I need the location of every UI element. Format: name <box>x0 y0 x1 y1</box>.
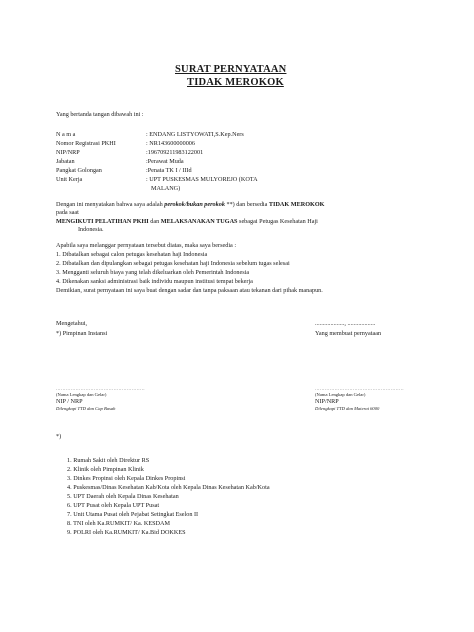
field-label-pangkat: Pangkat Golongan <box>56 167 102 174</box>
official-item: 9. POLRI oleh Ka.RUMKIT/ Ka.Bid DOKKES <box>67 529 186 536</box>
sig-right-line: ...................................................... <box>315 386 405 391</box>
field-label-unit: Unit Kerja <box>56 176 83 183</box>
field-label-registrasi: Nomor Registrasi PKHI <box>56 140 116 147</box>
statement-text: dan <box>148 218 161 225</box>
statement-text: Dengan ini menyatakan bahwa saya adalah <box>56 201 165 208</box>
closing-text: Demikian, surat pernyataan ini saya buat dengan sadar dan tanpa paksaan atau tekanan dari pihak manapun. <box>56 287 323 294</box>
statement-line4: Indonesia. <box>78 226 104 233</box>
intro-text: Yang bertanda tangan dibawah ini : <box>56 111 144 118</box>
sig-left-note: Dilengkapi TTD dan Cap Basah <box>56 406 116 411</box>
sanction-item: 2. Dibatalkan dan dipulangkan sebagai petugas kesehatan haji Indonesia sebelum tugas selesai <box>56 260 290 267</box>
statement-line3 <box>56 218 318 226</box>
statement-training: MENGIKUTI PELATIHAN PKHI <box>56 218 149 225</box>
statement-line2: pada saat <box>56 209 79 216</box>
violation-intro: Apabila saya melanggar pernyataan tersebut diatas, maka saya bersedia : <box>56 242 237 249</box>
official-item: 3. Dinkes Propinsi oleh Kepala Dinkes Propinsi <box>67 475 186 482</box>
statement-no-smoking: TIDAK MEROKOK <box>268 201 325 208</box>
sig-left-heading: Mengetahui, <box>56 320 88 327</box>
official-item: 1. Rumah Sakit oleh Direktur RS <box>67 457 150 464</box>
field-value-unit-cont: MALANG) <box>151 185 181 192</box>
sig-right-title: Yang membuat pernyataan <box>315 330 382 337</box>
official-item: 4. Puskesmas/Dinas Kesehatan Kab/Kota oleh Kepala Dinas Kesehatan Kab/Kota <box>67 484 270 491</box>
field-value-registrasi: : NR143600000006 <box>146 140 195 147</box>
sig-right-name: (Nama Lengkap dan Gelar) <box>315 392 366 397</box>
field-value-pangkat: :Penata TK I / IIId <box>146 167 192 174</box>
sanction-item: 3. Mengganti seluruh biaya yang telah dikeluarkan oleh Pemerintah Indonesia <box>56 269 250 276</box>
sig-left-title: *) Pimpinan Instansi <box>56 330 108 337</box>
sanction-item: 1. Dibatalkan sebagai calon petugas kesehatan haji Indonesia <box>56 251 208 258</box>
field-label-nama: N a m a <box>56 131 76 138</box>
sig-left-nip: NIP / NRP <box>56 398 83 405</box>
doc-title-line2: TIDAK MEROKOK <box>187 77 284 88</box>
doc-title-line1: SURAT PERNYATAAN <box>175 64 287 75</box>
field-label-jabatan: Jabatan <box>56 158 75 165</box>
statement-text: **) dan bersedia <box>224 201 269 208</box>
official-item: 5. UPT Daerah oleh Kepala Dinas Kesehatan <box>67 493 179 500</box>
field-value-nama: : ENDANG LISTYOWATI,S.Kep.Ners <box>146 131 244 138</box>
official-item: 8. TNI oleh Ka.RUMKIT/ Ka. KESDAM <box>67 520 170 527</box>
statement-smoker-status: perokok/bukan perokok <box>164 201 225 208</box>
sig-right-nip: NIP/NRP <box>315 398 339 405</box>
sig-right-dateline: ..................., .................. <box>315 320 376 327</box>
official-item: 6. UPT Pusat oleh Kepala UPT Pusat <box>67 502 160 509</box>
sanction-item: 4. Dikenakan sanksi administrasi baik individu maupun institusi tempat bekerja <box>56 278 253 285</box>
statement-line1 <box>56 201 324 209</box>
statement-text: sebagai Petugas Kesehatan Haji <box>237 218 318 225</box>
footnote-marker: *) <box>56 433 62 440</box>
field-value-unit: : UPT PUSKESMAS MULYOREJO (KOTA <box>146 176 258 183</box>
field-value-nip: :196709211983122001 <box>146 149 204 156</box>
sig-right-note: Dilengkapi TTD dan Materai 6000 <box>315 406 380 411</box>
field-value-jabatan: :Perawat Muda <box>146 158 184 165</box>
official-item: 7. Unit Utama Pusat oleh Pejabat Setingkat Eselon II <box>67 511 199 518</box>
sig-left-line: ...................................................... <box>56 386 146 391</box>
official-item: 2. Klinik oleh Pimpinan Klinik <box>67 466 144 473</box>
sig-left-name: (Nama Lengkap dan Gelar) <box>56 392 107 397</box>
field-label-nip: NIP/NRP <box>56 149 80 156</box>
statement-duty: MELAKSANAKAN TUGAS <box>160 218 238 225</box>
